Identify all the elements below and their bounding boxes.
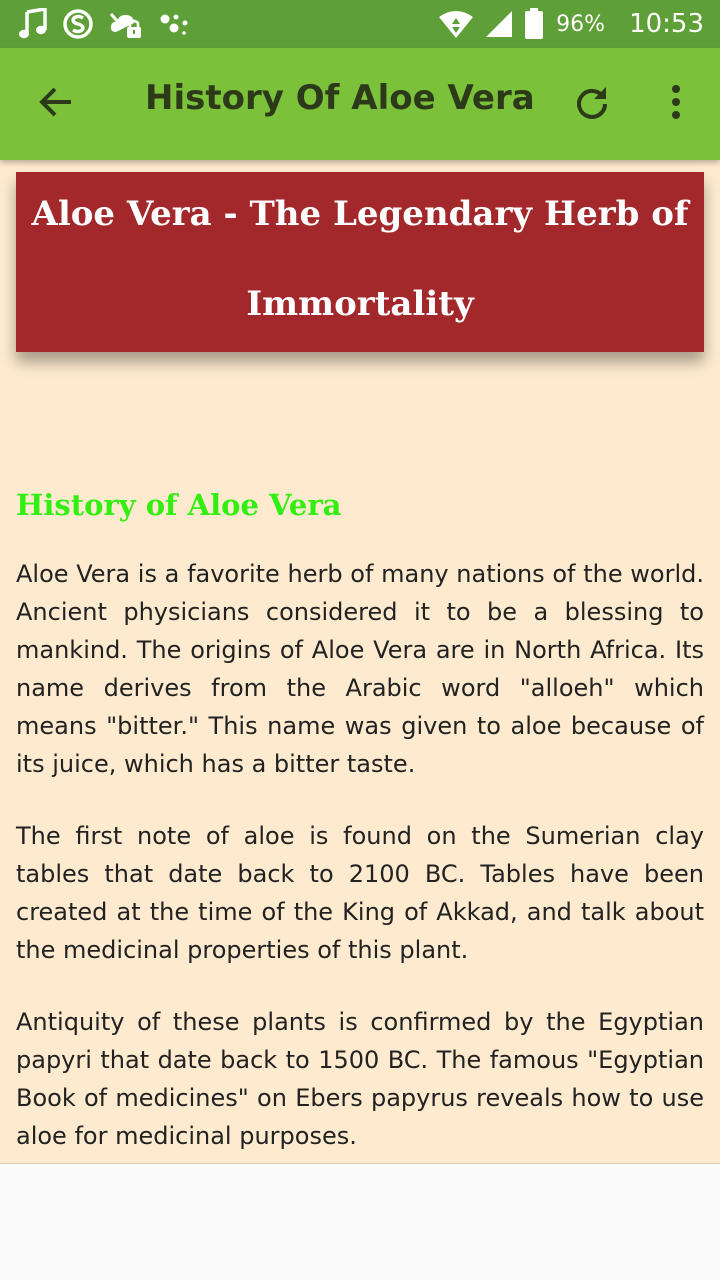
status-bar [0,0,720,48]
refresh-icon [574,84,610,124]
banner-title-line-2: Immortality [246,284,474,324]
banner-title-line-1: Aloe Vera - The Legendary Herb of [31,194,689,234]
status-system-icons [438,0,704,48]
bottom-empty-area [0,1164,720,1280]
cell-signal-icon [484,9,514,39]
article-banner [16,172,704,352]
article-webview[interactable] [0,160,720,1164]
article-body [16,555,704,1164]
battery-percent: 96% [556,11,606,37]
back-button[interactable] [28,76,84,132]
refresh-button[interactable] [564,76,620,132]
section-heading: History of Aloe Vera [16,488,342,522]
dots-cluster-icon [158,8,190,40]
page-title: History Of Aloe Vera [145,78,535,118]
music-note-icon [18,8,48,40]
article-paragraph: Aloe Vera is a favorite herb of many nations of the world. Ancient physicians considered it to be a blessing to mankind. The origins of Aloe Vera are in North Africa. Its name derives from the Arabic word "alloeh" which means "bitter." This name was given to aloe because of its juice, which has a bitter taste. [16,560,704,778]
status-clock: 10:53 [629,9,704,39]
cloud-lock-icon [108,8,144,40]
status-notification-icons [18,6,190,42]
app-bar [0,48,720,160]
wifi-icon [438,9,474,39]
article-paragraph: Antiquity of these plants is confirmed by the Egyptian papyri that date back to 1500 BC. The famous "Egyptian Book of medicines" on Ebers papyrus reveals how to use aloe for medicinal purposes. [16,1008,704,1150]
more-options-button[interactable] [650,76,702,132]
more-vert-icon [670,84,682,124]
article-paragraph: The first note of aloe is found on the Sumerian clay tables that date back to 2100 BC. Tables have been created at the time of the King of Akkad, and talk about the medicinal properties of this plant. [16,822,704,964]
sync-s-icon [62,8,94,40]
arrow-back-icon [38,84,74,124]
battery-icon [524,8,544,40]
